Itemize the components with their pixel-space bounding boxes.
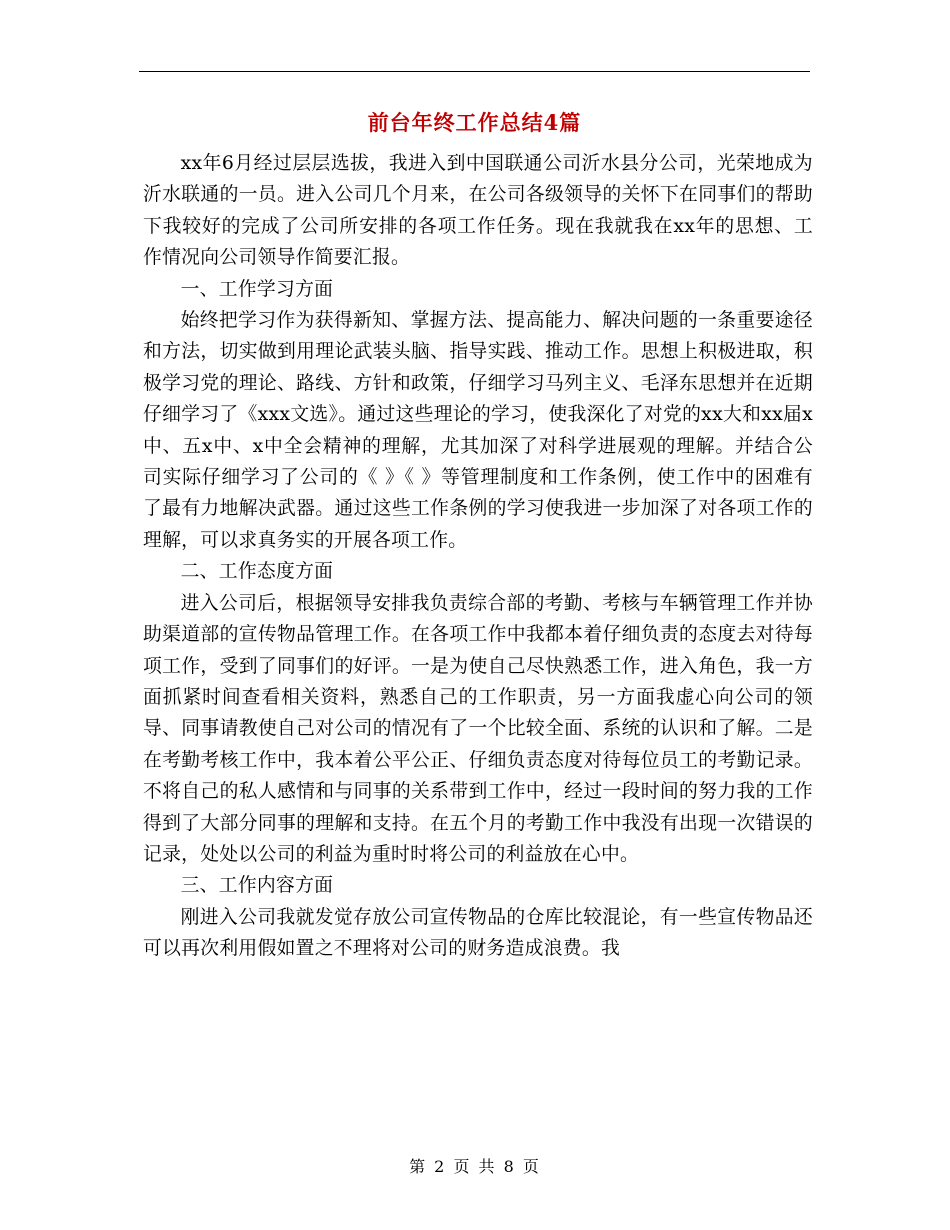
- section-heading-content: 三、工作内容方面: [180, 875, 334, 897]
- paragraph-content: 刚进入公司我就发觉存放公司宣传物品的仓库比较混论，有一些宣传物品还可以再次利用假如置之不理将对公司的财务造成浪费。我: [143, 906, 813, 960]
- document-title: 前台年终工作总结4篇: [367, 110, 582, 135]
- section-heading-attitude: 二、工作态度方面: [180, 561, 334, 583]
- header-rule: [139, 71, 810, 72]
- document-body: [143, 148, 813, 965]
- paragraph-intro: xx年6月经过层层选拔，我进入到中国联通公司沂水县分公司，光荣地成为沂水联通的一员。进入公司几个月来，在公司各级领导的关怀下在同事们的帮助下我较好的完成了公司所安排的各项工作任务。现在我就我在xx年的思想、工作情况向公司领导作简要汇报。: [143, 153, 813, 269]
- paragraph-study: 始终把学习作为获得新知、掌握方法、提高能力、解决问题的一条重要途径和方法，切实做到用理论武装头脑、指导实践、推动工作。思想上积极进取，积极学习党的理论、路线、方针和政策，仔细学习马列主义、毛泽东思想并在近期仔细学习了《xxx文选》。通过这些理论的学习，使我深化了对党的xx大和xx届x中、五x中、x中全会精神的理解，尤其加深了对科学进展观的理解。并结合公司实际仔细学习了公司的《 》《 》等管理制度和工作条例，使工作中的困难有了最有力地解决武器。通过这些工作条例的学习使我进一步加深了对各项工作的理解，可以求真务实的开展各项工作。: [143, 310, 813, 551]
- paragraph-attitude: 进入公司后，根据领导安排我负责综合部的考勤、考核与车辆管理工作并协助渠道部的宣传物品管理工作。在各项工作中我都本着仔细负责的态度去对待每项工作，受到了同事们的好评。一是为使自己尽快熟悉工作，进入角色，我一方面抓紧时间查看相关资料，熟悉自己的工作职责，另一方面我虚心向公司的领导、同事请教使自己对公司的情况有了一个比较全面、系统的认识和了解。二是在考勤考核工作中，我本着公平公正、仔细负责态度对待每位员工的考勤记录。不将自己的私人感情和与同事的关系带到工作中，经过一段时间的努力我的工作得到了大部分同事的理解和支持。在五个月的考勤工作中我没有出现一次错误的记录，处处以公司的利益为重时时将公司的利益放在心中。: [143, 592, 813, 865]
- section-heading-study: 一、工作学习方面: [180, 278, 334, 300]
- page-number: 第 2 页 共 8 页: [409, 1157, 541, 1176]
